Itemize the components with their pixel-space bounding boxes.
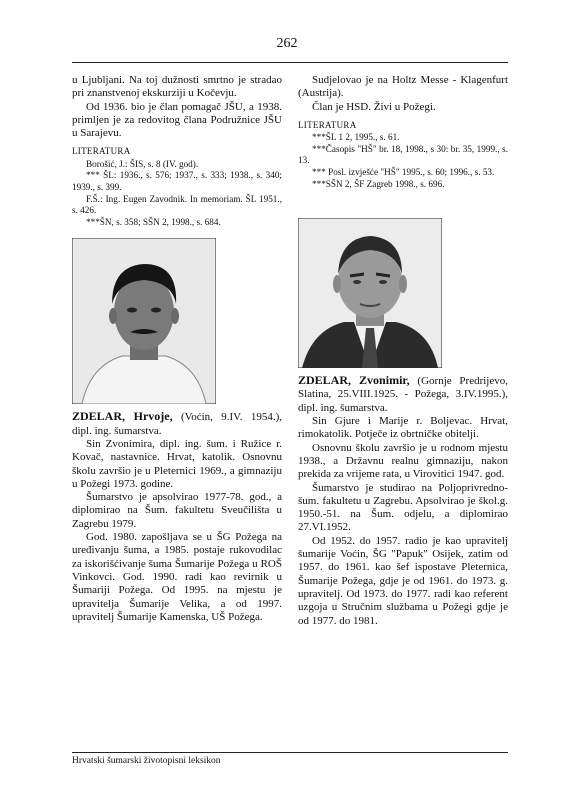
entry-paragraph: Osnovnu školu završio je u rodnom mjestu 1938., a Državnu realnu gimnaziju, nakon prekida za vrijeme rata, u Virovitici 1947. god. bbox=[298, 441, 508, 481]
entry-paragraph: God. 1980. zapošljava se u ŠG Požega na uređivanju šuma, a 1985. postaje rukovodilac za iskorišćivanje šuma Šumarije Požega u ROŠ Vinkovci. God. 1990. radi kao revirnik u Šumariji Požega. Od 1995. na mjestu je upravitelja Šumarije Velika, a od 1997. upravitelj Šumarije Kamenska, UŠ Požega. bbox=[72, 531, 282, 623]
entry-intro bbox=[72, 410, 282, 438]
continuation-paragraph: u Ljubljani. Na toj dužnosti smrtno je stradao pri znanstvenoj ekskurziji u Kočevju. bbox=[72, 74, 282, 100]
literatura-item: ***Časopis "HŠ" br. 18, 1998., s 30: br. 35, 1999., s. 13. bbox=[298, 143, 508, 166]
continuation-paragraph: Član je HSD. Živi u Požegi. bbox=[312, 100, 436, 113]
portrait-photo bbox=[298, 218, 442, 368]
left-column bbox=[72, 74, 282, 624]
literatura-item: *** Posl. izvješće "HŠ" 1995., s. 60; 1996., s. 53. bbox=[312, 166, 495, 177]
footer-rule bbox=[72, 752, 508, 753]
entry-name: ZDELAR, Zvonimir, bbox=[298, 373, 410, 388]
literatura-list bbox=[298, 132, 508, 190]
literatura-list bbox=[72, 159, 282, 229]
continuation-paragraph: Od 1936. bio je član pomagač JŠU, a 1938. primljen je za redovitog člana Podružnice JŠU u Sarajevu. bbox=[72, 100, 282, 140]
entry-intro-text: (Voćin, 9.IV. 1954.), dipl. ing. šumarstva. bbox=[72, 411, 283, 437]
literatura-item: Borošić, J.: ŠIS, s. 8 (IV. god). bbox=[86, 158, 199, 169]
entry-name: ZDELAR, Hrvoje, bbox=[72, 409, 173, 424]
literatura-item: F.Š.: Ing. Eugen Zavodnik. In memoriam. ŠL 1951., s. 426. bbox=[72, 193, 282, 216]
top-rule bbox=[72, 62, 508, 63]
page-number: 262 bbox=[276, 36, 298, 51]
continuation-paragraph: Sudjelovao je na Holtz Messe - Klagenfurt (Austrija). bbox=[298, 74, 508, 100]
footer-text: Hrvatski šumarski životopisni leksikon bbox=[72, 756, 221, 766]
portrait-photo bbox=[72, 238, 216, 404]
entry-paragraph: Šumarstvo je studirao na Poljoprivredno-šum. fakultetu u Zagrebu. Apsolvirao je škol.g. 1950.-51. na Šum. odjelu, a diplomirao 27.VI.1952. bbox=[298, 481, 508, 534]
literatura-item: *** ŠL: 1936., s. 576; 1937., s. 333; 1938., s. 340; 1939., s. 399. bbox=[72, 170, 282, 192]
entry-paragraph: Sin Gjure i Marije r. Boljevac. Hrvat, rimokatolik. Potječe iz obrtničke obitelji. bbox=[298, 415, 508, 441]
literatura-heading: LITERATURA bbox=[298, 119, 357, 130]
entry-paragraph: Šumarstvo je apsolvirao 1977-78. god., a diplomirao na Šum. fakultetu Sveučilišta u Zagrebu 1979. bbox=[72, 491, 282, 530]
literatura-item: ***ŠL 1 2, 1995., s. 61. bbox=[312, 132, 400, 143]
entry-paragraph: Od 1952. do 1957. radio je kao upravitelj šumarije Voćin, ŠG "Papuk" Osijek, zatim od 1957. do 1961. kao šef ispostave Pleternica, Šumarije Požega, gdje je od 1961. do 1973. g. upravitelj. Od 1973. do 1977. radi kao referent uzgoja u Stručnim službama u Požegi gdje je od 1977. do 1981. bbox=[298, 534, 508, 627]
entry-intro-text: (Gornje Predrijevo, Slatina, 25.VIII.1925. - Požega, 3.IV.1995.), dipl. ing. šumarstva. bbox=[298, 375, 508, 414]
right-column bbox=[298, 74, 508, 628]
literatura-item: ***SŠN 2, ŠF Zagreb 1998., s. 696. bbox=[312, 178, 445, 189]
entry-intro bbox=[298, 374, 508, 415]
entry-paragraph: Sin Zvonimira, dipl. ing. šum. i Ružice r. Kovač, nastavnice. Hrvat, katolik. Osnovnu školu završio je u Pleternici 1969., a gimnaziju u Požegi 1973. godine. bbox=[72, 437, 282, 490]
literatura-item: ***ŠN, s. 358; SŠN 2, 1998., s. 684. bbox=[86, 216, 221, 227]
literatura-heading: LITERATURA bbox=[72, 146, 131, 157]
